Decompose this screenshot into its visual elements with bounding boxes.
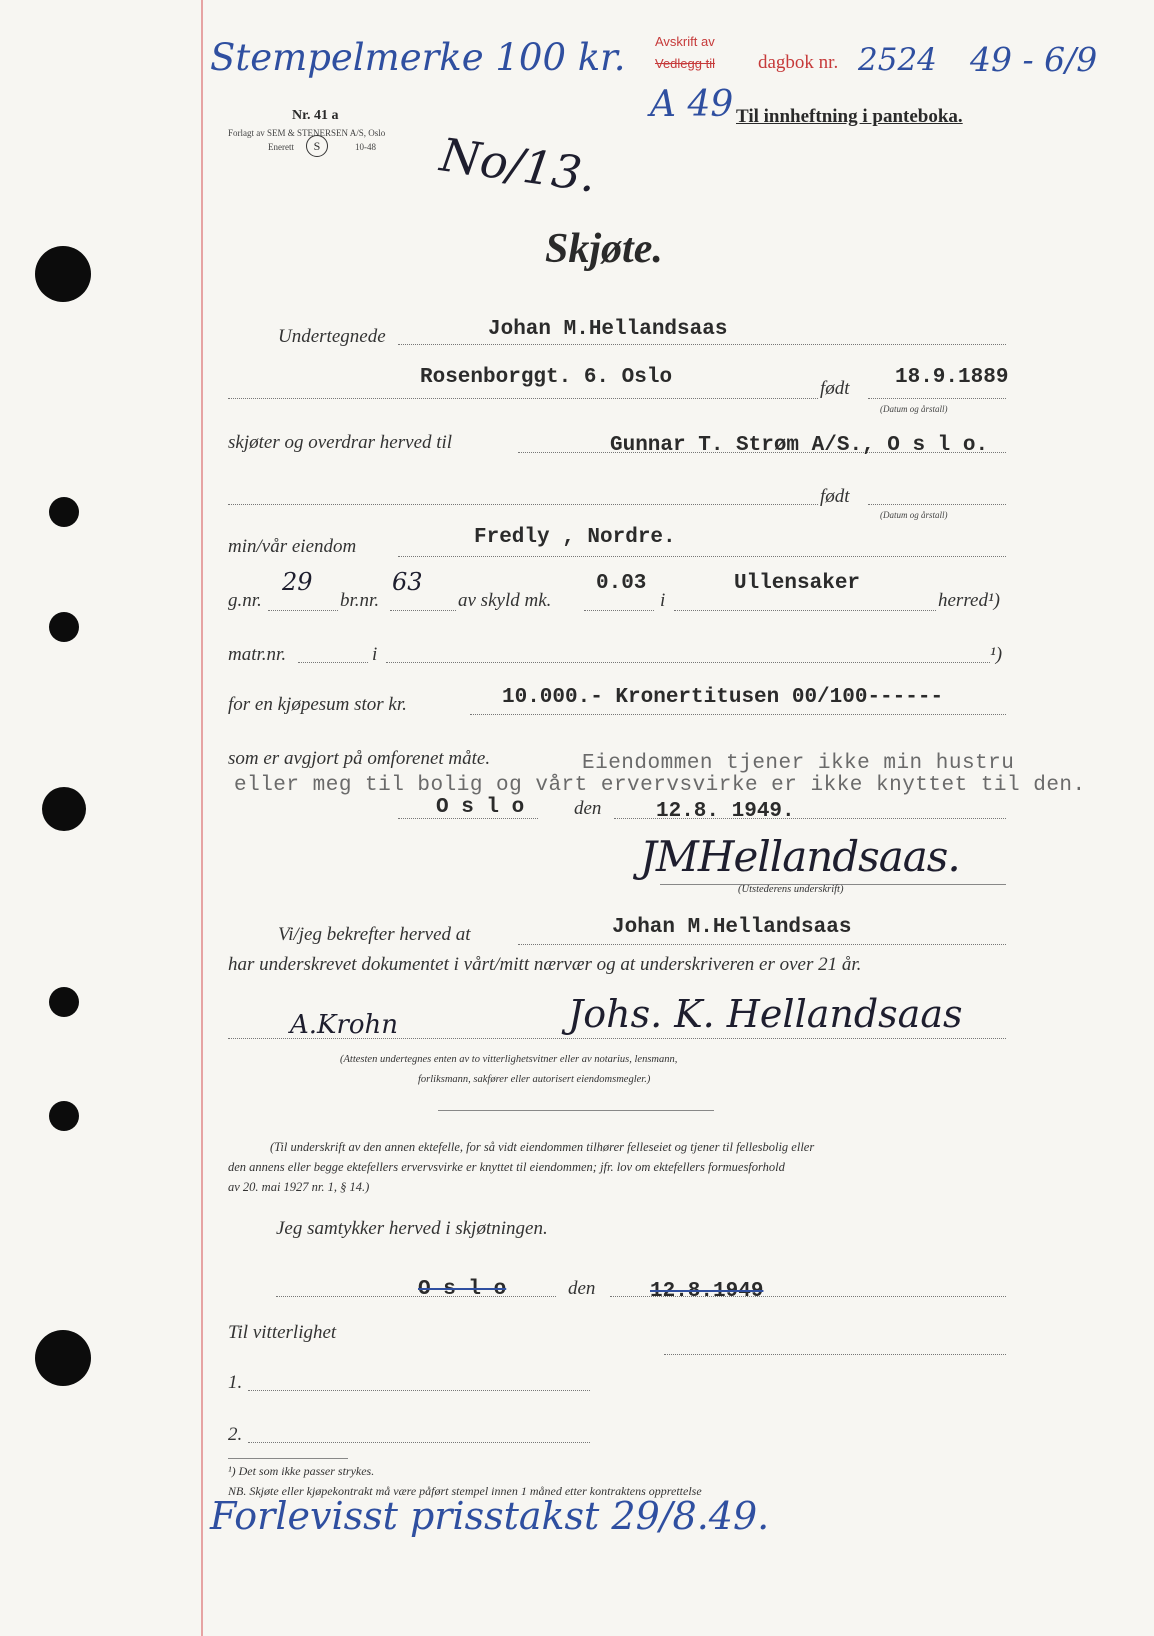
witness-line (228, 1038, 1006, 1039)
divider (438, 1110, 714, 1111)
settled-text-2: eller meg til bolig og vårt ervervsvirke er ikke knyttet til den. (234, 774, 1086, 797)
eiendom-label: min/vår eiendom (228, 536, 357, 557)
spouse-den-label: den (568, 1278, 596, 1299)
settled-text-1: Eiendommen tjener ikke min hustru (582, 752, 1015, 775)
herred-value: Ullensaker (734, 572, 861, 595)
buyer-address-line (228, 504, 818, 505)
witness-line-1 (248, 1390, 590, 1391)
footnote-2: NB. Skjøte eller kjøpekontrakt må være påført stempel innen 1 måned etter kontraktens opprettelse (228, 1484, 702, 1498)
binding-note: Til innheftning i panteboka. (736, 106, 963, 127)
spouse-place: O s l o (418, 1278, 507, 1301)
publisher-logo-icon: S (306, 135, 328, 157)
settled-label: som er avgjort på omforenet måte. (228, 748, 491, 769)
punch-hole-4 (42, 787, 86, 831)
matr-i-line (386, 662, 990, 663)
confirm-line (518, 944, 1006, 945)
datum-hint-2: (Datum og årstall) (880, 510, 948, 520)
dagbok-date: 49 - 6/9 (970, 40, 1098, 79)
punch-hole-7 (35, 1330, 91, 1386)
spouse-note-1: (Til underskrift av den annen ektefelle, for så vidt eiendommen tilhører felleseiet og tjener til fellesbolig eller (270, 1140, 815, 1154)
stamp-note: Stempelmerke 100 kr. (210, 36, 626, 79)
skyld-value: 0.03 (596, 572, 647, 595)
form-number: Nr. 41 a (292, 108, 339, 123)
contract-date: 12.8. 1949. (656, 800, 795, 823)
birth-line (868, 398, 1006, 399)
datum-hint: (Datum og årstall) (880, 404, 948, 414)
dagbok-label: dagbok nr. (758, 52, 839, 73)
brnr-line (390, 610, 456, 611)
consent-text: Jeg samtykker herved i skjøtningen. (276, 1218, 548, 1239)
undertegnede-line (398, 344, 1006, 345)
buyer-name: Gunnar T. Strøm A/S., O s l o. (610, 434, 989, 457)
matr-i-label: i (372, 644, 378, 665)
punch-hole-2 (49, 497, 79, 527)
punch-hole-3 (49, 612, 79, 642)
buyer-birth-line (868, 504, 1006, 505)
price-value: 10.000.- Kronertitusen 00/100------ (502, 686, 944, 709)
publisher-date: 10-48 (355, 142, 376, 152)
witness-line-2-label: 2. (228, 1424, 243, 1445)
price-line (470, 714, 1006, 715)
document-title: Skjøte. (545, 226, 663, 272)
witness-caption-1: (Attesten undertegnes enten av to vitterlighetsvitner eller av notarius, lensmann, (340, 1054, 678, 1065)
spouse-note-3: av 20. mai 1927 nr. 1, § 14.) (228, 1180, 370, 1194)
herred-line (674, 610, 936, 611)
witness-signature-2: Johs. K. Hellandsaas (568, 992, 963, 1036)
i-label: i (660, 590, 666, 611)
skyld-label: av skyld mk. (458, 590, 552, 611)
herred-label: herred¹) (938, 590, 1000, 611)
place-value: O s l o (436, 796, 525, 819)
vedlegg-label: Vedlegg til (655, 56, 715, 71)
signature-caption: (Utstederens underskrift) (738, 884, 844, 895)
seller-address: Rosenborggt. 6. Oslo (420, 366, 673, 389)
matr-label: matr.nr. (228, 644, 287, 665)
undertegnede-label: Undertegnede (278, 326, 386, 347)
witness-signature-1: A.Krohn (290, 1010, 399, 1040)
confirm-signer: Johan M.Hellandsaas (612, 916, 852, 939)
confirm-label: Vi/jeg bekrefter herved at (278, 924, 471, 945)
footnote-1: ¹) Det som ikke passer strykes. (228, 1464, 375, 1478)
brnr-label: br.nr. (340, 590, 380, 611)
gnr-line (268, 610, 338, 611)
address-line (228, 398, 818, 399)
matr-line (298, 662, 368, 663)
vitterlighet-label: Til vitterlighet (228, 1322, 337, 1343)
spouse-note-2: den annens eller begge ektefellers ervervsvirke er knyttet til eiendommen; jfr. lov om ektefellers formuesforhold (228, 1160, 785, 1174)
issuer-signature: JMHellandsaas. (640, 832, 960, 881)
den-label: den (574, 798, 602, 819)
seller-name: Johan M.Hellandsaas (488, 318, 728, 341)
avskrift-label: Avskrift av (655, 34, 715, 49)
property-name: Fredly , Nordre. (474, 526, 676, 549)
confirm-text: har underskrevet dokumentet i vårt/mitt nærvær og at underskriveren er over 21 år. (228, 954, 862, 975)
eiendom-line (398, 556, 1006, 557)
dagbok-number: 2524 (858, 42, 937, 78)
skyld-line (584, 610, 654, 611)
bottom-note: Forlevisst prisstakst 29/8.49. (210, 1494, 770, 1538)
ref-code: A 49 (650, 84, 734, 125)
spouse-place-line (276, 1296, 556, 1297)
gnr-label: g.nr. (228, 590, 262, 611)
publisher-enerett: Enerett (268, 142, 294, 152)
spouse-signature-line (664, 1354, 1006, 1355)
gnr-value: 29 (282, 568, 313, 596)
punch-hole-5 (49, 987, 79, 1017)
fodt-label: født (820, 378, 850, 399)
punch-hole-1 (35, 246, 91, 302)
matr-note: ¹) (990, 644, 1003, 665)
seller-birth: 18.9.1889 (895, 366, 1009, 389)
price-label: for en kjøpesum stor kr. (228, 694, 407, 715)
transfer-label: skjøter og overdrar herved til (228, 432, 453, 453)
margin-rule (201, 0, 203, 1636)
spouse-date: 12.8.1949 (650, 1280, 764, 1303)
brnr-value: 63 (392, 568, 423, 596)
witness-line-2 (248, 1442, 590, 1443)
punch-hole-6 (49, 1101, 79, 1131)
annotation-number: No/13. (437, 127, 600, 203)
witness-line-1-label: 1. (228, 1372, 243, 1393)
fodt2-label: født (820, 486, 850, 507)
footnote-rule (228, 1458, 348, 1459)
witness-caption-2: forliksmann, sakfører eller autorisert eiendomsmegler.) (418, 1074, 651, 1085)
publisher-line: Forlagt av SEM & STENERSEN A/S, Oslo (228, 128, 386, 138)
